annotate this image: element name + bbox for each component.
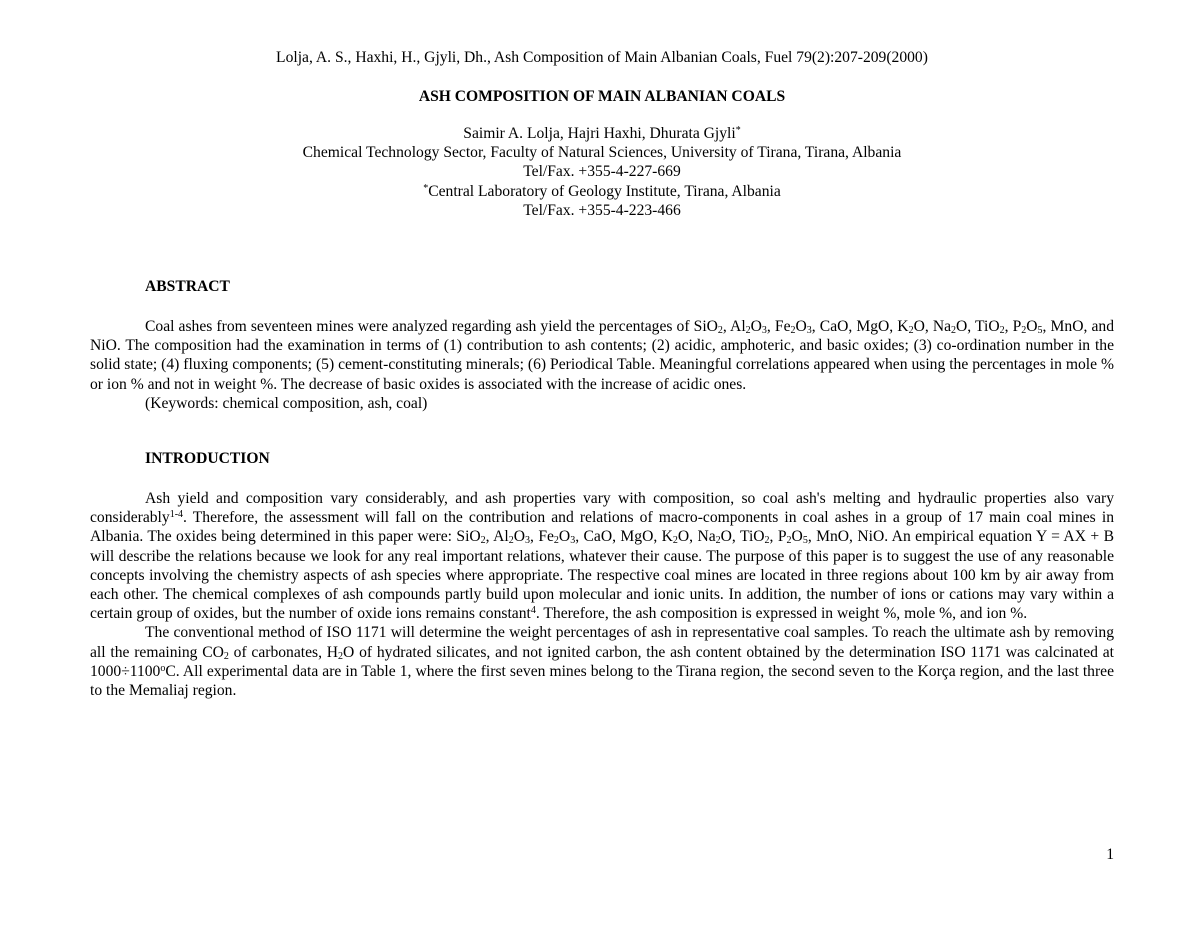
phone-2: Tel/Fax. +355-4-223-466 [523,201,681,219]
affiliation-footnote-mark: * [423,182,429,194]
reference-mark: 1-4 [169,509,184,521]
abstract-body [90,317,1114,413]
author-block [90,124,1114,220]
introduction-paragraph-1: Ash yield and composition vary considerably, and ash properties vary with composition, so coal ash's melting and hydraulic properties also vary considerably$^{1-4}$. Therefore, the assessment will fall on the contribution and relations of macro-components in coal ashes in a group of 17 main coal mines in Albania. The oxides being determined in this paper were: SiO$_2$, $Al_2O_3$, $Fe_2O_3$, CaO, MgO, $K_2O$, $Na_2O$, TiO$_2$, $P_2O_5$, MnO, NiO. An empirical equation Y = AX + B will describe the relations because we look for any real important relations, whatever their cause. The purpose of this paper is to suggest the use of any reasonable concepts involving the chemistry aspects of ash species where appropriate. The respective coal mines are located in three regions about 100 km by air away from each other. The chemical complexes of ash compounds partly build upon molecular and ionic units. In addition, the number of ions or cations may vary within a certain group of oxides, but the number of oxide ions remains constant$^4$. Therefore, the ash composition is expressed in weight %, mole %, and ion %. [90,490,1114,623]
reference-mark: 4 [530,605,536,617]
abstract-heading: ABSTRACT [145,278,230,295]
author-footnote-mark: * [735,125,741,136]
citation-line: Lolja, A. S., Haxhi, H., Gjyli, Dh., Ash Composition of Main Albanian Coals, Fuel 79(2):207-209(2000) [276,49,928,66]
degree-mark: o [160,662,166,674]
keywords-line: (Keywords: chemical composition, ash, coal) [145,394,428,412]
introduction-body [90,489,1114,700]
paper-title: ASH COMPOSITION OF MAIN ALBANIAN COALS [418,88,786,105]
affiliation-2: *Central Laboratory of Geology Institute, Tirana, Albania [423,182,781,200]
introduction-paragraph-2: The conventional method of ISO 1171 will determine the weight percentages of ash in representative coal samples. To reach the ultimate ash by removing all the remaining $CO_2$ of carbonates, $H_2O$ of hydrated silicates, and not ignited carbon, the ash content obtained by the determination ISO 1171 was calcinated at $1000\div 1100^oC$. All experimental data are in Table 1, where the first seven mines belong to the Tirana region, the second seven to the Korça region, and the last three to the Memaliaj region. [90,624,1115,700]
author-names: Saimir A. Lolja, Hajri Haxhi, Dhurata Gjyli* [463,125,741,142]
phone-1: Tel/Fax. +355-4-227-669 [523,163,681,181]
introduction-heading: INTRODUCTION [145,450,270,467]
abstract-paragraph: Coal ashes from seventeen mines were analyzed regarding ash yield the percentages of SiO$_2$, $Al_2O_3$, $Fe_2O_3$, CaO, MgO, $K_2O$, $Na_2O$, TiO$_2$, $P_2O_5$, MnO, and NiO. The composition had the examination in terms of (1) contribution to ash contents; (2) acidic, amphoteric, and basic oxides; (3) co-ordination number in the solid state; (4) fluxing components; (5) cement-constituting minerals; (6) Periodical Table. Meaningful correlations appeared when using the percentages in mole % or ion % and not in weight %. The decrease of basic oxides is associated with the increase of acidic ones. [90,318,1114,393]
affiliation-1: Chemical Technology Sector, Faculty of Natural Sciences, University of Tirana, Tirana, Albania [302,144,902,162]
page-number: 1 [1106,846,1114,863]
